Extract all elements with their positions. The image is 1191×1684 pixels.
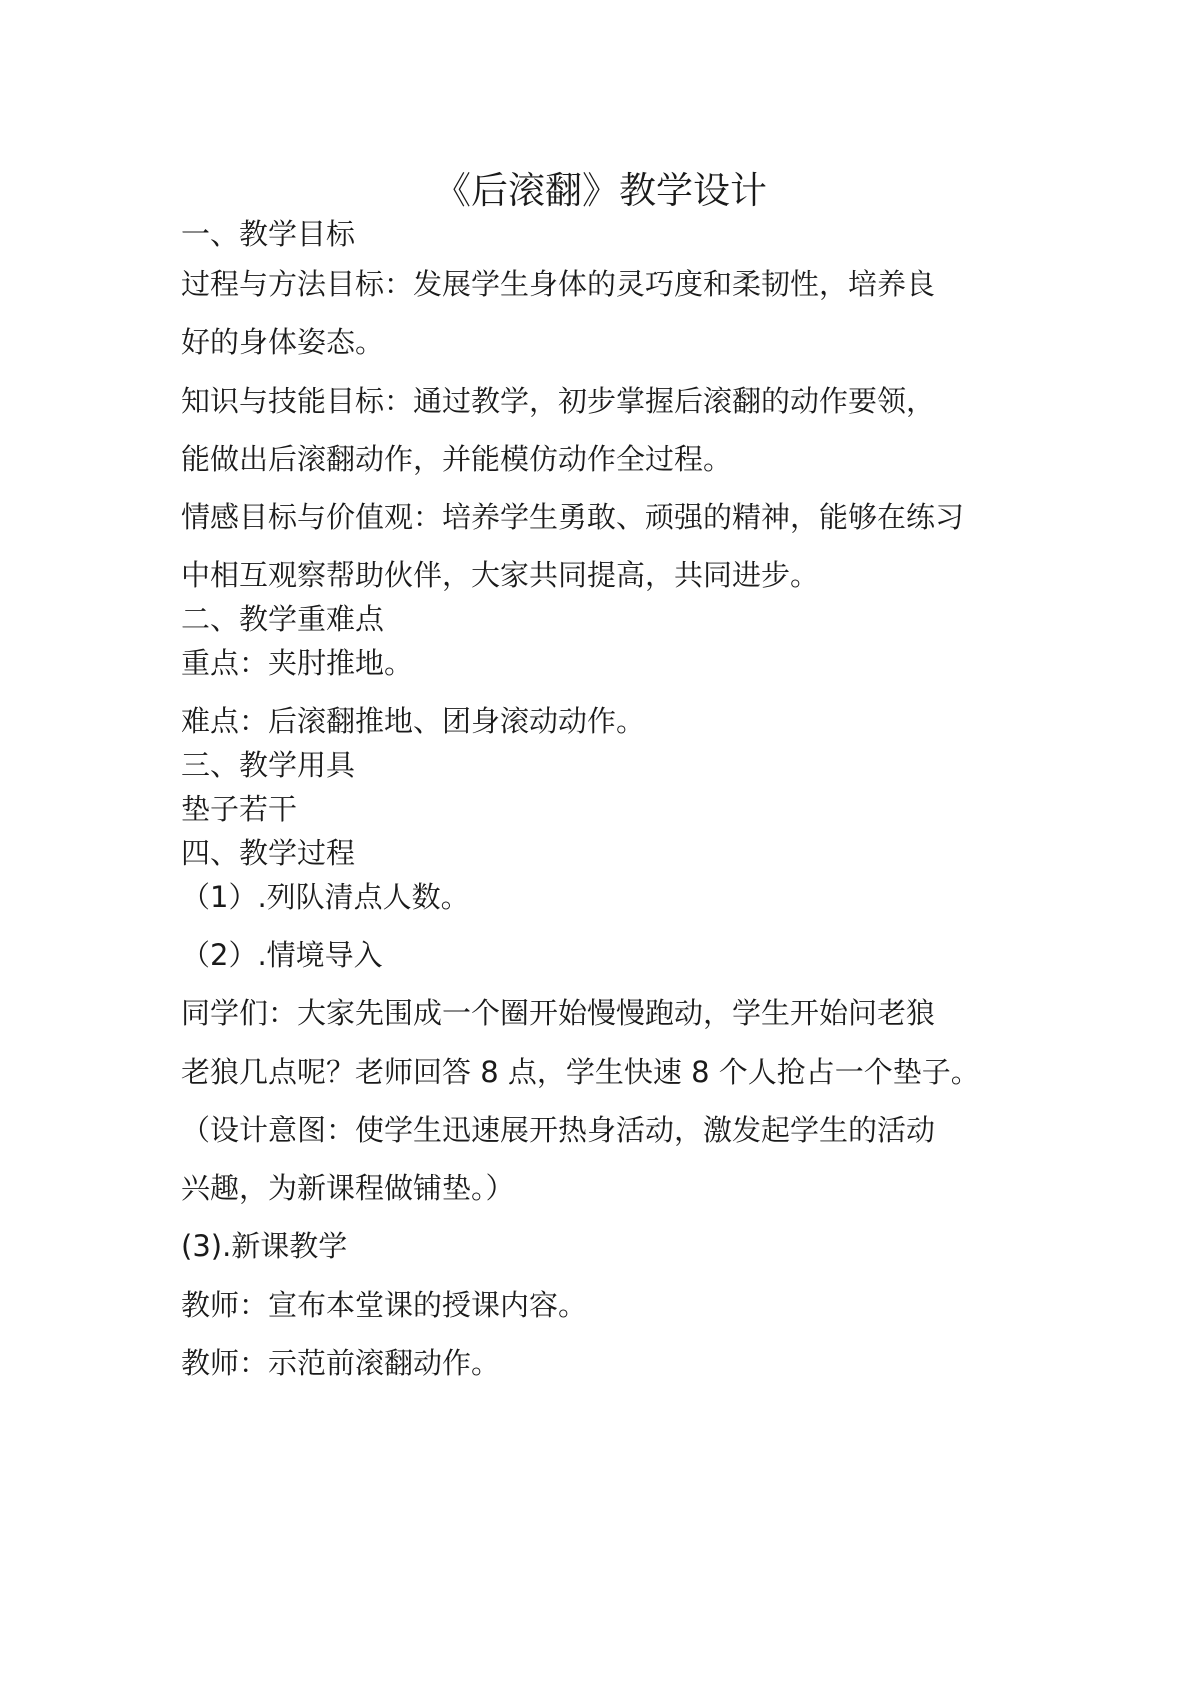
section-heading-key-points: 二、教学重难点: [181, 602, 385, 636]
paragraph-line: 能做出后滚翻动作，并能模仿动作全过程。: [181, 442, 733, 476]
paragraph-line: 教师：示范前滚翻动作。: [181, 1346, 501, 1380]
paragraph-line: （1）.列队清点人数。: [181, 880, 470, 914]
paragraph-line: 兴趣，为新课程做铺垫。）: [181, 1171, 515, 1205]
document-title: 《后滚翻》教学设计: [434, 169, 767, 212]
paragraph-line: (3).新课教学: [181, 1229, 348, 1263]
paragraph-line: 难点：后滚翻推地、团身滚动动作。: [181, 704, 646, 738]
paragraph-line: 过程与方法目标：发展学生身体的灵巧度和柔韧性，培养良: [181, 267, 936, 301]
section-heading-process: 四、教学过程: [181, 836, 356, 870]
paragraph-line: 垫子若干: [181, 792, 298, 826]
section-heading-objectives: 一、教学目标: [181, 217, 356, 251]
paragraph-line: 中相互观察帮助伙伴，大家共同提高，共同进步。: [181, 558, 820, 592]
paragraph-line: 知识与技能目标：通过教学，初步掌握后滚翻的动作要领，: [181, 384, 936, 418]
paragraph-line: 情感目标与价值观：培养学生勇敢、顽强的精神，能够在练习: [181, 500, 965, 534]
paragraph-line: 同学们：大家先围成一个圈开始慢慢跑动，学生开始问老狼: [181, 996, 936, 1030]
paragraph-line: 重点：夹肘推地。: [181, 646, 414, 680]
paragraph-line: （2）.情境导入: [181, 938, 383, 972]
section-heading-materials: 三、教学用具: [181, 748, 356, 782]
paragraph-line: （设计意图：使学生迅速展开热身活动，激发起学生的活动: [181, 1113, 936, 1147]
paragraph-line: 教师：宣布本堂课的授课内容。: [181, 1288, 588, 1322]
paragraph-line: 老狼几点呢？老师回答 8 点，学生快速 8 个人抢占一个垫子。: [181, 1055, 980, 1089]
paragraph-line: 好的身体姿态。: [181, 325, 385, 359]
